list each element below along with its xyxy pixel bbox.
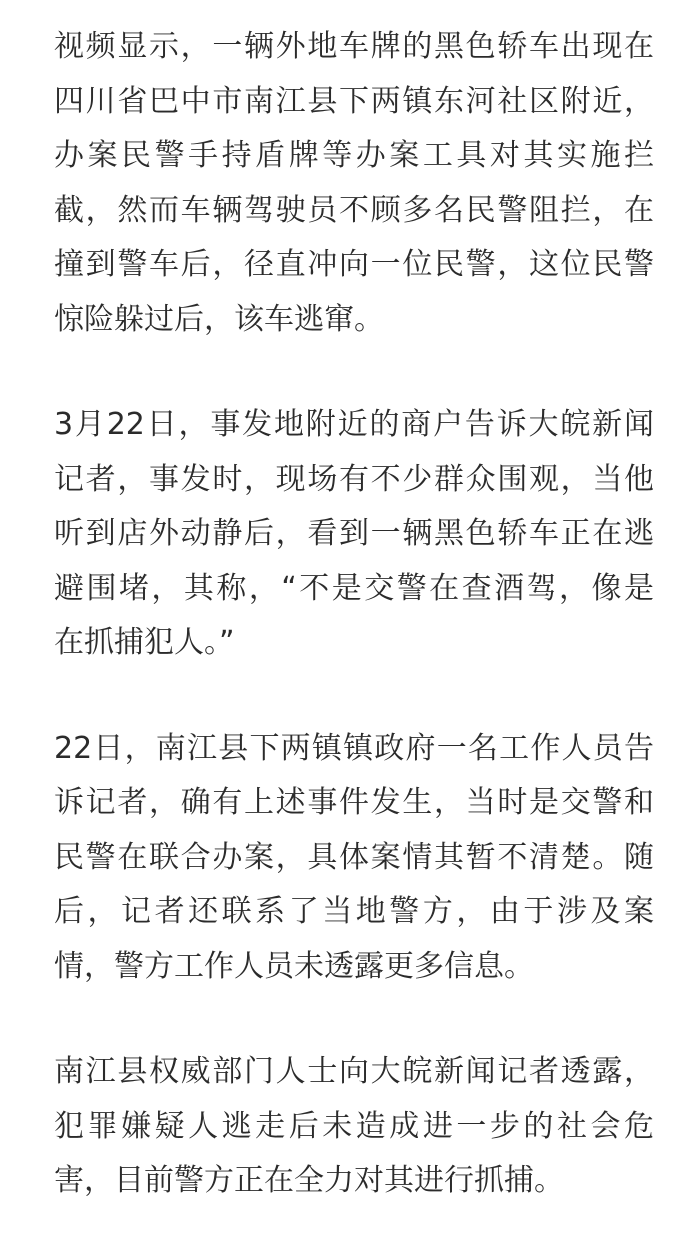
paragraph-line: 诉记者，确有上述事件发生，当时是交警和 — [54, 785, 654, 820]
paragraph-line: 民警在联合办案，具体案情其暂不清楚。随 — [54, 839, 654, 875]
paragraph-3 — [54, 722, 654, 995]
paragraph-line: 撞到警车后，径直冲向一位民警，这位民警 — [54, 247, 654, 282]
paragraph-line: 3月22日，事发地附近的商户告诉大皖新闻 — [54, 407, 654, 442]
paragraph-line: 在抓捕犯人。” — [54, 625, 235, 660]
paragraph-line: 截，然而车辆驾驶员不顾多名民警阻拦，在 — [54, 192, 654, 228]
paragraph-line: 犯罪嫌疑人逃走后未造成进一步的社会危 — [54, 1108, 654, 1144]
paragraph-line: 情，警方工作人员未透露更多信息。 — [54, 948, 534, 984]
paragraph-line: 听到店外动静后，看到一辆黑色轿车正在逃 — [54, 516, 654, 551]
paragraph-1 — [54, 20, 654, 347]
paragraph-2 — [54, 398, 654, 671]
paragraph-line: 视频显示，一辆外地车牌的黑色轿车出现在 — [54, 29, 654, 64]
paragraph-line: 22日，南江县下两镇镇政府一名工作人员告 — [54, 730, 654, 766]
paragraph-line: 后，记者还联系了当地警方，由于涉及案 — [54, 894, 654, 929]
paragraph-line: 记者，事发时，现场有不少群众围观，当他 — [54, 461, 654, 497]
article-body — [54, 20, 654, 1260]
paragraph-line: 四川省巴中市南江县下两镇东河社区附近， — [54, 83, 654, 119]
paragraph-line: 惊险躲过后，该车逃窜。 — [54, 301, 384, 337]
paragraph-line: 害，目前警方正在全力对其进行抓捕。 — [54, 1163, 564, 1198]
paragraph-line: 避围堵，其称，“不是交警在查酒驾，像是 — [54, 570, 654, 606]
paragraph-line: 办案民警手持盾牌等办案工具对其实施拦 — [54, 138, 654, 173]
paragraph-4 — [54, 1045, 654, 1209]
paragraph-line: 南江县权威部门人士向大皖新闻记者透露， — [54, 1054, 654, 1089]
